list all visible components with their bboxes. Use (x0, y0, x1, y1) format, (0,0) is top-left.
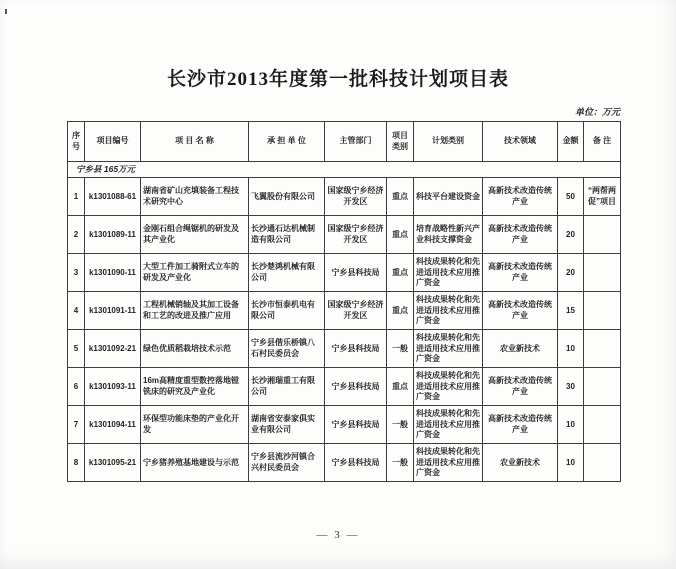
cell-tech-field: 高新技术改造传统产业 (483, 178, 558, 216)
table-row (68, 444, 621, 482)
table-row (68, 178, 621, 216)
table-row (68, 216, 621, 254)
cell-plan-type: 科技成果转化和先进适用技术应用推广资金 (414, 292, 483, 330)
cell-plan-type: 培育战略性新兴产业科技支撑资金 (414, 216, 483, 254)
cell-undertaker: 飞翼股份有限公司 (249, 178, 325, 216)
cell-code: k1301088-61 (85, 178, 141, 216)
project-table (67, 121, 621, 482)
header-undertaker: 承 担 单 位 (249, 122, 325, 162)
cell-remark (584, 330, 621, 368)
cell-category: 一般 (387, 444, 414, 482)
cell-no: 7 (68, 406, 85, 444)
cell-name: 金刚石组合绳锯机的研发及其产业化 (141, 216, 249, 254)
group-row (68, 162, 621, 178)
cell-plan-type: 科技成果转化和先进适用技术应用推广资金 (414, 368, 483, 406)
cell-category: 重点 (387, 216, 414, 254)
cell-tech-field: 高新技术改造传统产业 (483, 292, 558, 330)
cell-department: 宁乡县科技局 (325, 406, 387, 444)
cell-plan-type: 科技成果转化和先进适用技术应用推广资金 (414, 444, 483, 482)
scan-artifact (5, 9, 7, 14)
cell-department: 国家级宁乡经济开发区 (325, 178, 387, 216)
cell-name: 环保型功能床垫的产业化开发 (141, 406, 249, 444)
cell-department: 宁乡县科技局 (325, 444, 387, 482)
cell-plan-type: 科技成果转化和先进适用技术应用推广资金 (414, 406, 483, 444)
header-tech-field: 技术领域 (483, 122, 558, 162)
cell-tech-field: 高新技术改造传统产业 (483, 406, 558, 444)
cell-category: 重点 (387, 254, 414, 292)
cell-no: 6 (68, 368, 85, 406)
cell-name: 绿色优质稻栽培技术示范 (141, 330, 249, 368)
cell-department: 宁乡县科技局 (325, 330, 387, 368)
header-no: 序号 (68, 122, 85, 162)
cell-remark (584, 216, 621, 254)
cell-remark (584, 406, 621, 444)
cell-amount: 20 (558, 254, 584, 292)
cell-department: 宁乡县科技局 (325, 254, 387, 292)
cell-tech-field: 高新技术改造传统产业 (483, 254, 558, 292)
cell-amount: 15 (558, 292, 584, 330)
cell-no: 4 (68, 292, 85, 330)
cell-remark (584, 292, 621, 330)
cell-plan-type: 科技成果转化和先进适用技术应用推广资金 (414, 254, 483, 292)
cell-amount: 10 (558, 330, 584, 368)
unit-note: 单位：万元 (574, 107, 620, 117)
cell-code: k1301092-21 (85, 330, 141, 368)
header-amount: 金额 (558, 122, 584, 162)
cell-name: 16m高精度重型数控落地镗铣床的研究及产业化 (141, 368, 249, 406)
cell-category: 一般 (387, 406, 414, 444)
cell-remark (584, 444, 621, 482)
cell-code: k1301095-21 (85, 444, 141, 482)
page-number: — 3 — (316, 529, 360, 541)
header-row (68, 122, 621, 162)
cell-code: k1301093-11 (85, 368, 141, 406)
header-name: 项 目 名 称 (141, 122, 249, 162)
cell-plan-type: 科技平台建设资金 (414, 178, 483, 216)
cell-tech-field: 高新技术改造传统产业 (483, 368, 558, 406)
cell-amount: 10 (558, 406, 584, 444)
cell-tech-field: 农业新技术 (483, 330, 558, 368)
cell-no: 3 (68, 254, 85, 292)
header-code: 项目编号 (85, 122, 141, 162)
header-category: 项目类别 (387, 122, 414, 162)
cell-name: 大型工件加工骑附式立车的研发及产业化 (141, 254, 249, 292)
cell-no: 5 (68, 330, 85, 368)
page-title: 长沙市2013年度第一批科技计划项目表 (166, 69, 509, 90)
cell-undertaker: 宁乡县流沙河镇合兴村民委员会 (249, 444, 325, 482)
cell-code: k1301090-11 (85, 254, 141, 292)
table-row (68, 292, 621, 330)
table-row (68, 330, 621, 368)
header-department: 主管部门 (325, 122, 387, 162)
cell-department: 国家级宁乡经济开发区 (325, 292, 387, 330)
cell-remark: “两帮两促”项目 (584, 178, 621, 216)
cell-undertaker: 长沙湘瑞重工有限公司 (249, 368, 325, 406)
cell-amount: 30 (558, 368, 584, 406)
cell-plan-type: 科技成果转化和先进适用技术应用推广资金 (414, 330, 483, 368)
cell-department: 国家级宁乡经济开发区 (325, 216, 387, 254)
cell-category: 一般 (387, 330, 414, 368)
header-plan-type: 计划类别 (414, 122, 483, 162)
cell-amount: 20 (558, 216, 584, 254)
header-remark: 备 注 (584, 122, 621, 162)
cell-no: 8 (68, 444, 85, 482)
cell-no: 1 (68, 178, 85, 216)
cell-remark (584, 368, 621, 406)
cell-undertaker: 湖南省安泰家俱实业有限公司 (249, 406, 325, 444)
cell-department: 宁乡县科技局 (325, 368, 387, 406)
cell-no: 2 (68, 216, 85, 254)
cell-undertaker: 长沙市恒泰机电有限公司 (249, 292, 325, 330)
cell-name: 宁乡猪养殖基地建设与示范 (141, 444, 249, 482)
cell-category: 重点 (387, 292, 414, 330)
cell-category: 重点 (387, 368, 414, 406)
table-header (68, 122, 621, 162)
cell-tech-field: 高新技术改造传统产业 (483, 216, 558, 254)
cell-amount: 50 (558, 178, 584, 216)
cell-undertaker: 长沙楚鸿机械有限公司 (249, 254, 325, 292)
group-row-label: 宁乡县 165万元 (68, 162, 621, 178)
table-row (68, 406, 621, 444)
table-row (68, 368, 621, 406)
cell-remark (584, 254, 621, 292)
cell-code: k1301094-11 (85, 406, 141, 444)
table-row (68, 254, 621, 292)
table-body (68, 162, 621, 482)
cell-tech-field: 农业新技术 (483, 444, 558, 482)
cell-name: 湖南省矿山充填装备工程技术研究中心 (141, 178, 249, 216)
cell-name: 工程机械销轴及其加工设备和工艺的改进及推广应用 (141, 292, 249, 330)
cell-amount: 10 (558, 444, 584, 482)
cell-undertaker: 宁乡县偕乐桥镇八石村民委员会 (249, 330, 325, 368)
cell-code: k1301091-11 (85, 292, 141, 330)
cell-category: 重点 (387, 178, 414, 216)
cell-code: k1301089-11 (85, 216, 141, 254)
cell-undertaker: 长沙通石达机械制造有限公司 (249, 216, 325, 254)
